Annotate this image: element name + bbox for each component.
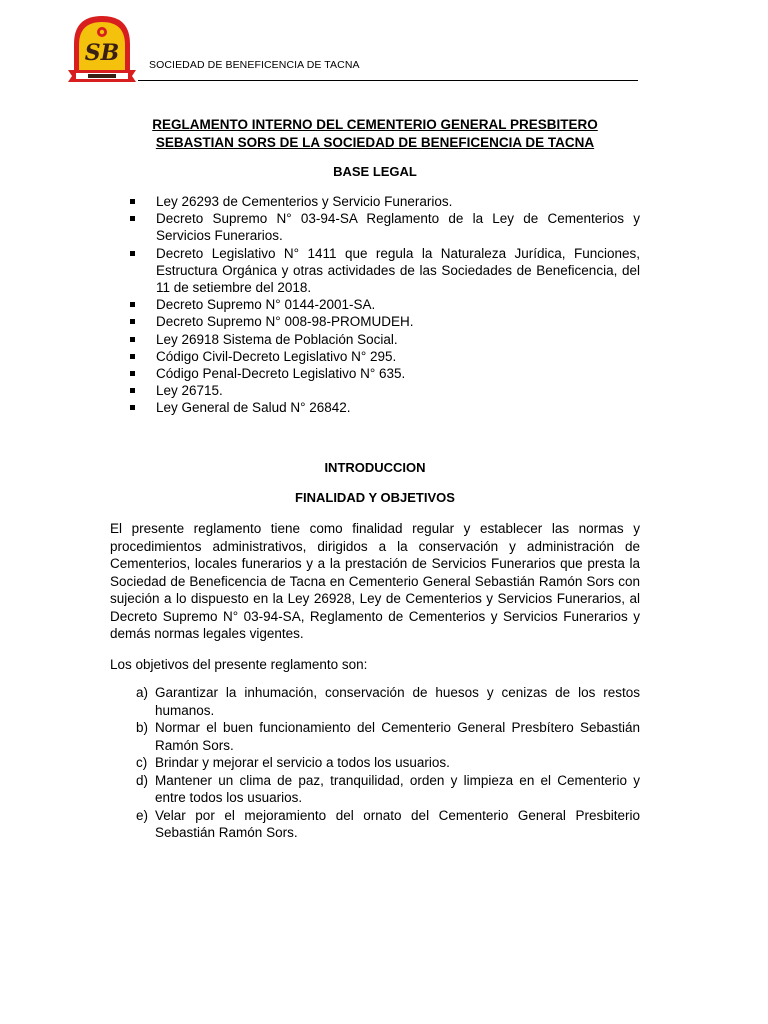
organization-name: SOCIEDAD DE BENEFICENCIA DE TACNA bbox=[149, 59, 360, 71]
list-item: d) Mantener un clima de paz, tranquilidad, orden y limpieza en el Cementerio y entre todos los usuarios. bbox=[136, 772, 640, 805]
introduccion-heading: INTRODUCCION bbox=[324, 460, 426, 475]
list-item: a) Garantizar la inhumación, conservación de huesos y cenizas de los restos humanos. bbox=[136, 685, 640, 718]
bullet-icon bbox=[130, 354, 135, 359]
bullet-icon bbox=[130, 371, 135, 376]
list-item: c) Brindar y mejorar el servicio a todos los usuarios. bbox=[136, 755, 450, 770]
list-item: b) Normar el buen funcionamiento del Cementerio General Presbítero Sebastián Ramón Sors. bbox=[136, 720, 640, 753]
list-item: Decreto Supremo N° 008-98-PROMUDEH. bbox=[128, 313, 640, 330]
bullet-icon bbox=[130, 337, 135, 342]
list-item: Ley General de Salud N° 26842. bbox=[128, 399, 640, 416]
objetivos-list bbox=[136, 684, 640, 842]
list-item: Código Penal-Decreto Legislativo N° 635. bbox=[128, 365, 640, 382]
document-title bbox=[110, 116, 640, 152]
bullet-icon bbox=[130, 405, 135, 410]
list-marker: d) bbox=[136, 772, 149, 788]
bullet-icon bbox=[130, 251, 135, 256]
bullet-icon bbox=[130, 319, 135, 324]
bullet-icon bbox=[130, 388, 135, 393]
organization-logo bbox=[66, 12, 138, 84]
finalidad-paragraph: El presente reglamento tiene como finalidad regular y establecer las normas y procedimientos administrativos, dirigidos a la conservación y administración de Cementerios, locales funerarios y a la prestación de Servicios Funerarios que presta la Sociedad de Beneficencia de Tacna en Cementerio General Sebastián Ramón Sors con sujeción a lo dispuesto en la Ley 26928, Ley de Cementerios y Servicios Funerarios, al Decreto Supremo N° 03-94-SA, Reglamento de Cementerios y Servicios Funerarios y demás normas legales vigentes. bbox=[110, 521, 640, 641]
list-item: e) Velar por el mejoramiento del ornato del Cementerio General Presbiterio Sebastián Ramón Sors. bbox=[136, 807, 640, 840]
title-line-1: REGLAMENTO INTERNO DEL CEMENTERIO GENERAL PRESBITERO bbox=[152, 117, 598, 132]
list-marker: a) bbox=[136, 685, 149, 700]
list-marker: e) bbox=[136, 807, 149, 823]
list-item: Decreto Supremo N° 03-94-SA Reglamento de la Ley de Cementerios y Servicios Funerarios. bbox=[128, 210, 640, 244]
bullet-icon bbox=[130, 216, 135, 221]
list-item: Ley 26293 de Cementerios y Servicio Funerarios. bbox=[128, 193, 640, 210]
base-legal-list bbox=[128, 193, 640, 417]
finalidad-heading: FINALIDAD Y OBJETIVOS bbox=[295, 490, 455, 505]
list-item: Código Civil-Decreto Legislativo N° 295. bbox=[128, 348, 640, 365]
logo-letters: SB bbox=[84, 40, 120, 66]
list-marker: c) bbox=[136, 755, 148, 770]
list-item: Ley 26918 Sistema de Población Social. bbox=[128, 331, 640, 348]
list-marker: b) bbox=[136, 720, 149, 735]
objetivos-intro: Los objetivos del presente reglamento son: bbox=[110, 657, 368, 672]
header-divider bbox=[138, 80, 638, 81]
list-item: Decreto Supremo N° 0144-2001-SA. bbox=[128, 296, 640, 313]
bullet-icon bbox=[130, 199, 135, 204]
list-item: Decreto Legislativo N° 1411 que regula la Naturaleza Jurídica, Funciones, Estructura Orgánica y otras actividades de las Sociedades de Beneficencia, del 11 de setiembre del 2018. bbox=[128, 245, 640, 297]
list-item: Ley 26715. bbox=[128, 382, 640, 399]
base-legal-heading: BASE LEGAL bbox=[333, 164, 417, 179]
bullet-icon bbox=[130, 302, 135, 307]
title-line-2: SEBASTIAN SORS DE LA SOCIEDAD DE BENEFICENCIA DE TACNA bbox=[155, 135, 595, 150]
